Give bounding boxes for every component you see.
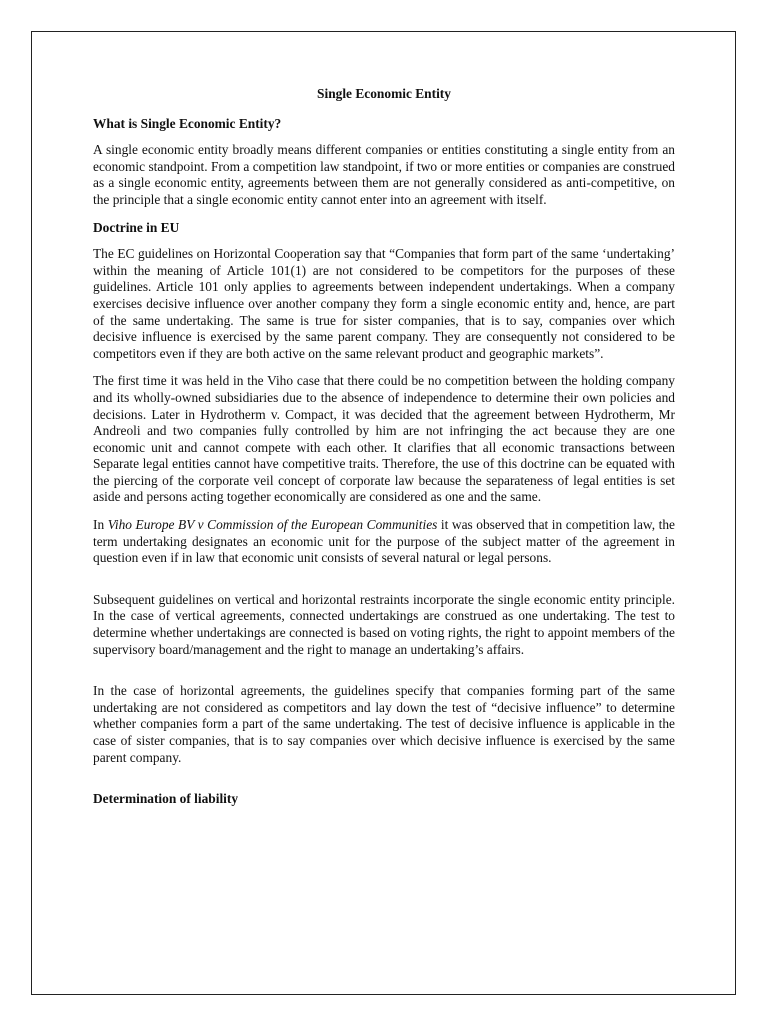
heading-doctrine-eu: Doctrine in EU: [93, 219, 180, 235]
case-prefix: In: [93, 517, 108, 533]
case-name: Viho Europe BV v Commission of the European Communities: [107, 517, 438, 533]
paragraph-horizontal: In the case of horizontal agreements, the guidelines specify that companies forming part of the same undertaking are not considered as competitors and lay down the test of “decisive influence” to determine whether companies form a part of the same undertaking. The test of decisive influence is applicable in the case of sister companies, that is to say companies over which decisive influence is exercised by the same parent company.: [93, 683, 675, 765]
case-rest: it was observed that in competition law, the term undertaking designates an economic unit for the purpose of the subject matter of the agreement in question even if in law that economic unit consists of several natural or legal persons.: [93, 517, 675, 566]
paragraph-definition: A single economic entity broadly means different companies or entities constituting a single entity from an economic standpoint. From a competition law standpoint, if two or more entities or companies are construed as a single economic entity, agreements between them are not generally considered as anti-competitive, on the principle that a single economic entity cannot enter into an agreement with itself.: [93, 142, 675, 207]
heading-liability: Determination of liability: [93, 791, 239, 807]
paragraph-case: [93, 517, 675, 567]
paragraph-vertical: Subsequent guidelines on vertical and horizontal restraints incorporate the single economic entity principle. In the case of vertical agreements, connected undertakings are construed as one undertaking. The test to determine whether undertakings are connected is based on voting rights, the right to appoint members of the supervisory board/management and the right to manage an undertaking’s affairs.: [93, 591, 675, 657]
paragraph-viho: The first time it was held in the Viho case that there could be no competition between the holding company and its wholly-owned subsidiaries due to the absence of independence to determine their own policies and decisions. Later in Hydrotherm v. Compact, it was decided that the agreement between Hydrotherm, Mr Andreoli and two companies fully controlled by him are not infringing the act because they are one economic unit and cannot compete with each other. It clarifies that all economic transactions between Separate legal entities cannot have competitive traits. Therefore, the use of this doctrine can be equated with the piercing of the corporate veil concept of corporate law because the separateness of legal entities is set aside and persons acting together economically are considered as one and the same.: [93, 373, 675, 505]
heading-what-is: What is Single Economic Entity?: [93, 115, 282, 131]
paragraph-guidelines: The EC guidelines on Horizontal Cooperation say that “Companies that form part of the same ‘undertaking’ within the meaning of Article 101(1) are not considered to be competitors for the purposes of these guidelines. Article 101 only applies to agreements between independent undertakings. When a company exercises decisive influence over another company they form a single economic entity and, hence, are part of the same undertaking. The same is true for sister companies, that is to say, companies over which decisive influence is exercised by the same parent company. They are consequently not considered to be competitors even if they are both active on the same relevant product and geographic markets”.: [93, 246, 675, 361]
document-title: Single Economic Entity: [317, 86, 451, 101]
document-body: [93, 86, 675, 818]
